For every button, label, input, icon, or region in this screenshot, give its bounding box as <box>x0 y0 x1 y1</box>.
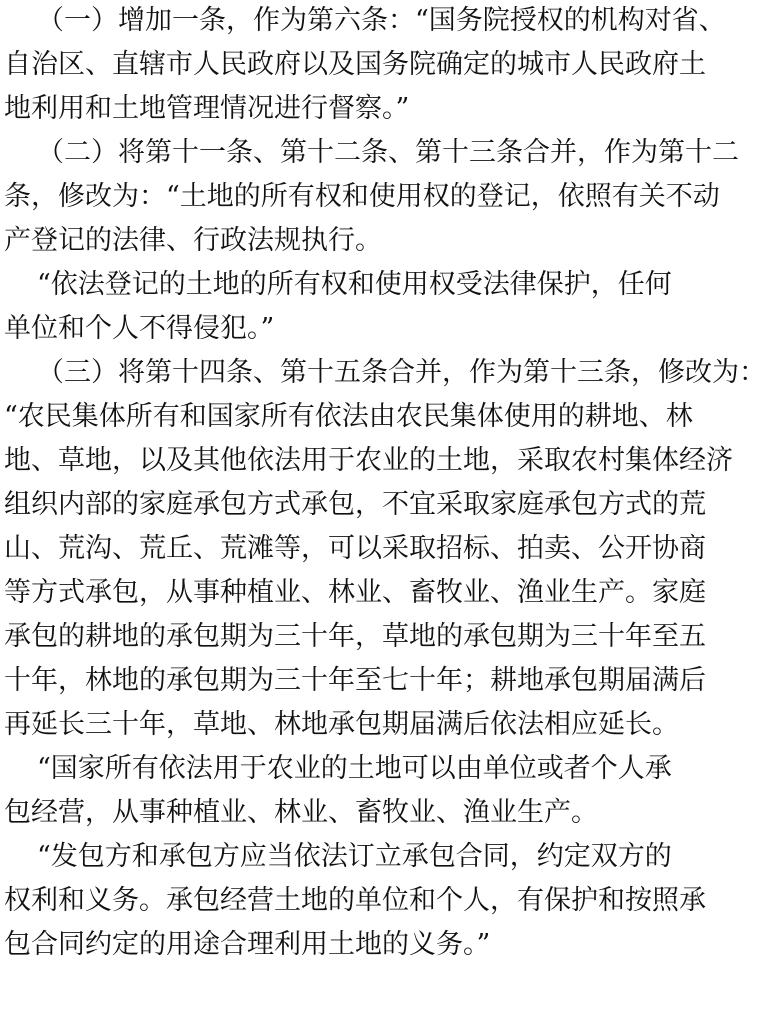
text-line: 单位和个人不得侵犯。” <box>4 313 275 344</box>
text-line: 等方式承包，从事种植业、林业、畜牧业、渔业生产。家庭 <box>4 577 706 608</box>
text-line: （一）增加一条，作为第六条：“国务院授权的机构对省、 <box>37 5 726 36</box>
text-line: “国家所有依法用于农业的土地可以由单位或者个人承 <box>37 753 672 784</box>
text-line: 组织内部的家庭承包方式承包，不宜采取家庭承包方式的荒 <box>4 489 706 520</box>
text-line: （三）将第十四条、第十五条合并，作为第十三条，修改为： <box>37 357 766 388</box>
text-line: 自治区、直辖市人民政府以及国务院确定的城市人民政府土 <box>4 49 706 80</box>
text-line: 承包的耕地的承包期为三十年，草地的承包期为三十年至五 <box>4 621 706 652</box>
text-line: 包合同约定的用途合理利用土地的义务。” <box>4 929 491 960</box>
text-line: 地、草地，以及其他依法用于农业的土地，采取农村集体经济 <box>4 445 733 476</box>
text-line: 条，修改为：“土地的所有权和使用权的登记，依照有关不动 <box>4 181 720 212</box>
text-line: 包经营，从事种植业、林业、畜牧业、渔业生产。 <box>4 797 598 828</box>
text-line: 产登记的法律、行政法规执行。 <box>4 225 382 256</box>
text-line: “农民集体所有和国家所有依法由农民集体使用的耕地、林 <box>4 401 693 432</box>
text-line: “发包方和承包方应当依法订立承包合同，约定双方的 <box>37 841 672 872</box>
text-line: 山、荒沟、荒丘、荒滩等，可以采取招标、拍卖、公开协商 <box>4 533 706 564</box>
text-line: 再延长三十年，草地、林地承包期届满后依法相应延长。 <box>4 709 679 740</box>
text-line: 地利用和土地管理情况进行督察。” <box>4 93 410 124</box>
text-line: “依法登记的土地的所有权和使用权受法律保护，任何 <box>37 269 672 300</box>
text-line: 权利和义务。承包经营土地的单位和个人，有保护和按照承 <box>4 885 706 916</box>
text-line: 十年，林地的承包期为三十年至七十年；耕地承包期届满后 <box>4 665 706 696</box>
text-line: （二）将第十一条、第十二条、第十三条合并，作为第十二 <box>37 137 739 168</box>
